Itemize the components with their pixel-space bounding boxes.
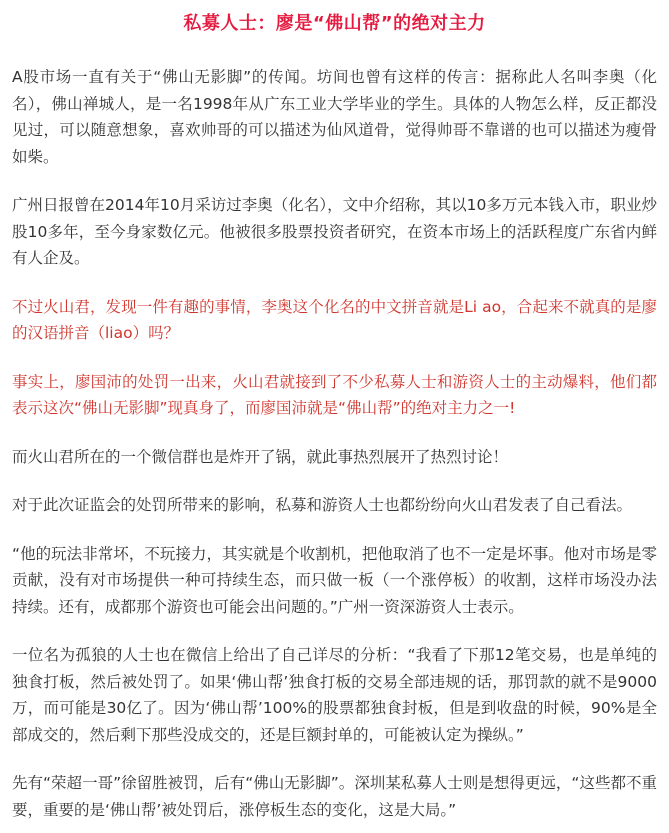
paragraph-3-highlight: 不过火山君，发现一件有趣的事情，李奥这个化名的中文拼音就是Li ao，合起来不就真的是廖的汉语拼音（liao）吗？	[12, 297, 657, 342]
paragraph-6: 对于此次证监会的处罚所带来的影响，私募和游资人士也都纷纷向火山君发表了自己看法。	[12, 496, 633, 514]
paragraph-2: 广州日报曾在2014年10月采访过李奥（化名），文中介绍称，其以10多万元本钱入市，职业炒股10多年，至今身家数亿元。他被很多股票投资者研究，在资本市场上的活跃程度广东省内鲜有人企及。	[12, 196, 657, 267]
paragraph-5: 而火山君所在的一个微信群也是炸开了锅，就此事热烈展开了热烈讨论！	[12, 447, 509, 466]
paragraph-9: 先有“荣超一哥”徐留胜被罚，后有“佛山无影脚”。深圳某私募人士则是想得更远，“这些都不重要，重要的是‘佛山帮’被处罚后，涨停板生态的变化，这是大局。”	[12, 774, 657, 819]
paragraph-1: A股市场一直有关于“佛山无影脚”的传闻。坊间也曾有这样的传言：据称此人名叫李奥（化名），佛山禅城人，是一名1998年从广东工业大学毕业的学生。具体的人物怎么样，反正都没见过，可以随意想象，喜欢帅哥的可以描述为仙风道骨，觉得帅哥不靠谱的也可以描述为瘦骨如柴。	[12, 68, 657, 166]
paragraph-4-highlight: 事实上，廖国沛的处罚一出来，火山君就接到了不少私募人士和游资人士的主动爆料，他们都表示这次“佛山无影脚”现真身了，而廖国沛就是“佛山帮”的绝对主力之一!	[12, 372, 657, 417]
article-title: 私募人士：廖是“佛山帮”的绝对主力	[183, 13, 486, 34]
paragraph-7-quote: “他的玩法非常坏，不玩接力，其实就是个收割机，把他取消了也不一定是坏事。他对市场是零贡献，没有对市场提供一种可持续生态，而只做一板（一个涨停板）的收割，这样市场没办法持续。还有，成都那个游资也可能会出问题的。”广州一资深游资人士表示。	[12, 544, 657, 616]
paragraph-8-quote: 一位名为孤狼的人士也在微信上给出了自己详尽的分析：“我看了下那12笔交易，也是单纯的独食打板，然后被处罚了。如果‘佛山帮’独食打板的交易全部违规的话，那罚款的就不是9000万，而可能是30亿了。因为‘佛山帮’100%的股票都独食封板，但是到收盘的时候，90%是全部成交的，然后剩下那些没成交的，还是巨额封单的，可能被认定为操纵。”	[12, 646, 657, 744]
